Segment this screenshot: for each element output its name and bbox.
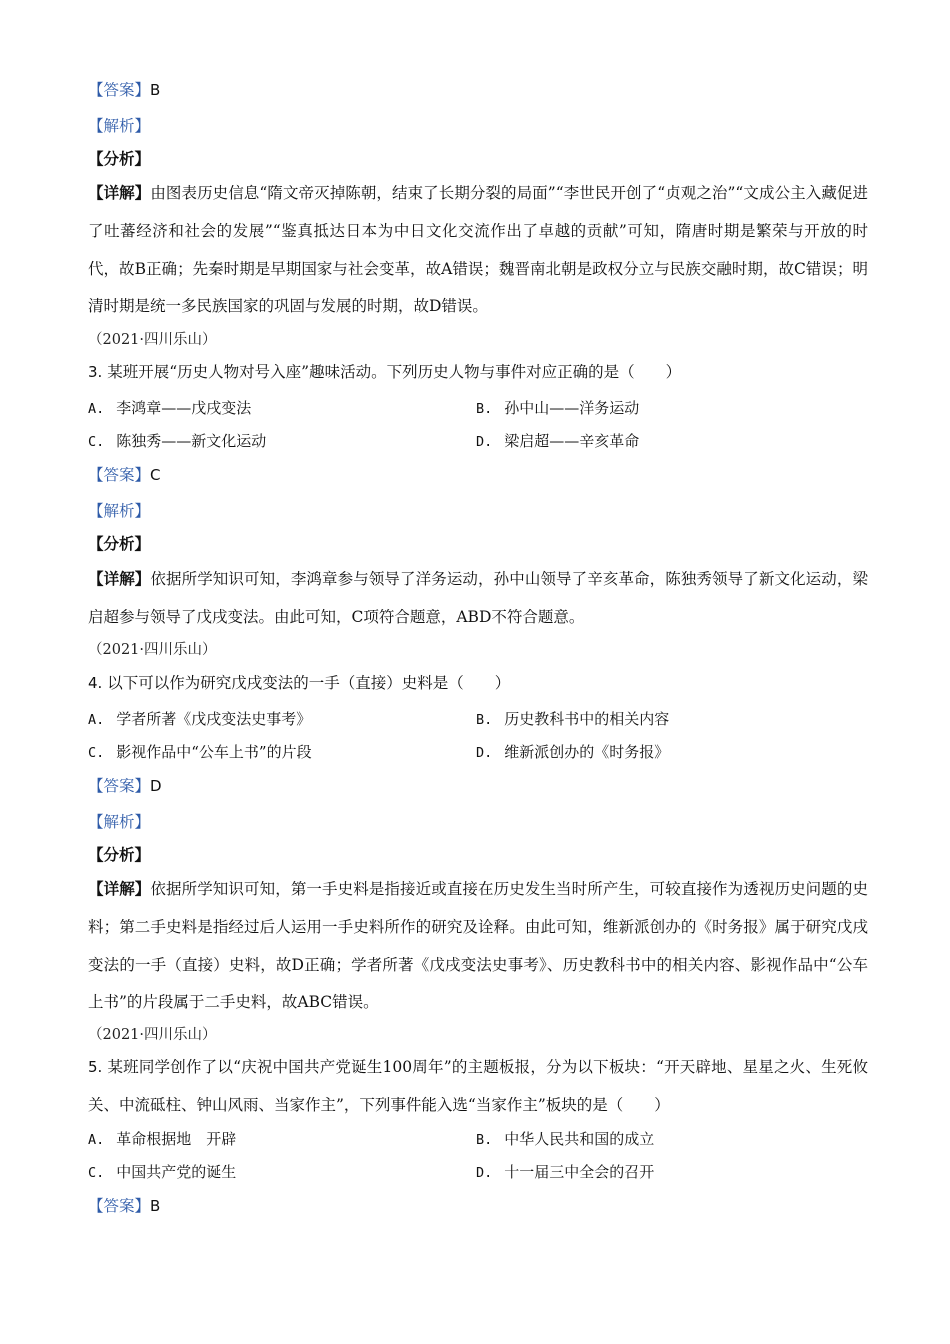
answer-row-q5 — [88, 1196, 160, 1216]
option-letter: C. — [88, 1165, 105, 1181]
option-text: 孙中山——洋务运动 — [504, 399, 640, 417]
option-b — [476, 398, 639, 419]
answer-value: B — [150, 81, 161, 99]
question-stem-3 — [88, 362, 681, 382]
fenxi-label-row — [88, 845, 150, 865]
option-text: 学者所著《戊戌变法史事考》 — [116, 710, 312, 728]
detail-paragraph-q3 — [88, 560, 868, 637]
option-letter: D. — [476, 1165, 493, 1181]
option-text: 影视作品中“公车上书”的片段 — [116, 743, 312, 761]
option-d — [476, 431, 639, 452]
option-text: 维新派创办的《时务报》 — [504, 743, 670, 761]
option-b — [476, 1129, 654, 1150]
option-letter: D. — [476, 745, 493, 761]
option-letter: B. — [476, 1132, 493, 1148]
option-letter: D. — [476, 434, 493, 450]
answer-row-q2 — [88, 80, 160, 100]
answer-label: 【答案】 — [88, 777, 151, 795]
analysis-label-row — [88, 116, 150, 136]
analysis-label: 【解析】 — [88, 813, 151, 831]
option-text: 中华人民共和国的成立 — [504, 1130, 655, 1148]
detail-text: 由图表历史信息“隋文帝灭掉陈朝，结束了长期分裂的局面”“李世民开创了“贞观之治”“文成公主入藏促进了吐蕃经济和社会的发展”“鉴真抵达日本为中日文化交流作出了卓越的贡献”可知，隋唐时期是繁荣与开放的时代，故B正确；先秦时期是早期国家与社会变革，故A错误；魏晋南北朝是政权分立与民族交融时期，故C错误；明清时期是统一多民族国家的巩固与发展的时期，故D错误。 — [88, 184, 868, 316]
option-text: 革命根据地 开辟 — [116, 1130, 237, 1148]
option-c — [88, 1162, 236, 1183]
option-text: 陈独秀——新文化运动 — [116, 432, 267, 450]
question-number: 4. — [88, 674, 103, 692]
option-letter: A. — [88, 712, 105, 728]
answer-value: D — [150, 777, 162, 795]
question-stem-4 — [88, 673, 510, 693]
option-letter: B. — [476, 712, 493, 728]
fenxi-label: 【分析】 — [88, 845, 151, 864]
option-text: 历史教科书中的相关内容 — [504, 710, 670, 728]
answer-row-q4 — [88, 776, 162, 796]
fenxi-label-row — [88, 534, 150, 554]
answer-value: B — [150, 1197, 161, 1215]
analysis-label: 【解析】 — [88, 502, 151, 520]
fenxi-label-row — [88, 149, 150, 169]
question-text: 以下可以作为研究戊戌变法的一手（直接）史料是（ ） — [107, 674, 511, 692]
question-source: （2021·四川乐山） — [88, 642, 217, 658]
fenxi-label: 【分析】 — [88, 149, 151, 168]
answer-value: C — [150, 466, 161, 484]
question-text: 某班同学创作了以“庆祝中国共产党诞生100周年”的主题板报，分为以下板块：“开天辟地、星星之火、生死攸关、中流砥柱、钟山风雨、当家作主”，下列事件能入选“当家作主”板块的是（ ） — [88, 1058, 868, 1114]
question-source: （2021·四川乐山） — [88, 1027, 217, 1043]
question-stem-5 — [88, 1049, 868, 1125]
answer-label: 【答案】 — [88, 466, 151, 484]
option-text: 中国共产党的诞生 — [116, 1163, 237, 1181]
option-c — [88, 431, 266, 452]
answer-label: 【答案】 — [88, 81, 151, 99]
analysis-label-row — [88, 501, 150, 521]
question-number: 3. — [88, 363, 103, 381]
question-source: （2021·四川乐山） — [88, 332, 217, 348]
option-a — [88, 709, 311, 730]
answer-label: 【答案】 — [88, 1197, 151, 1215]
option-c — [88, 742, 312, 763]
option-letter: C. — [88, 434, 105, 450]
analysis-label-row — [88, 812, 150, 832]
option-a — [88, 1129, 236, 1150]
detail-paragraph-q2 — [88, 174, 868, 326]
detail-label: 【详解】 — [88, 879, 151, 898]
detail-paragraph-q4 — [88, 870, 868, 1022]
fenxi-label: 【分析】 — [88, 534, 151, 553]
detail-text: 依据所学知识可知，李鸿章参与领导了洋务运动，孙中山领导了辛亥革命，陈独秀领导了新文化运动，梁启超参与领导了戊戌变法。由此可知，C项符合题意，ABD不符合题意。 — [88, 570, 868, 626]
option-letter: C. — [88, 745, 105, 761]
option-b — [476, 709, 669, 730]
option-text: 梁启超——辛亥革命 — [504, 432, 640, 450]
detail-label: 【详解】 — [88, 569, 151, 588]
option-d — [476, 1162, 654, 1183]
option-a — [88, 398, 251, 419]
option-text: 十一届三中全会的召开 — [504, 1163, 655, 1181]
answer-row-q3 — [88, 465, 161, 485]
option-letter: B. — [476, 401, 493, 417]
question-number: 5. — [88, 1058, 103, 1076]
question-text: 某班开展“历史人物对号入座”趣味活动。下列历史人物与事件对应正确的是（ ） — [107, 363, 682, 381]
option-text: 李鸿章——戊戌变法 — [116, 399, 252, 417]
detail-label: 【详解】 — [88, 183, 151, 202]
analysis-label: 【解析】 — [88, 117, 151, 135]
option-letter: A. — [88, 401, 105, 417]
detail-text: 依据所学知识可知，第一手史料是指接近或直接在历史发生当时所产生，可较直接作为透视历史问题的史料；第二手史料是指经过后人运用一手史料所作的研究及诠释。由此可知，维新派创办的《时务报》属于研究戊戌变法的一手（直接）史料，故D正确；学者所著《戊戌变法史事考》、历史教科书中的相关内容、影视作品中“公车上书”的片段属于二手史料，故ABC错误。 — [88, 880, 868, 1012]
option-letter: A. — [88, 1132, 105, 1148]
option-d — [476, 742, 669, 763]
